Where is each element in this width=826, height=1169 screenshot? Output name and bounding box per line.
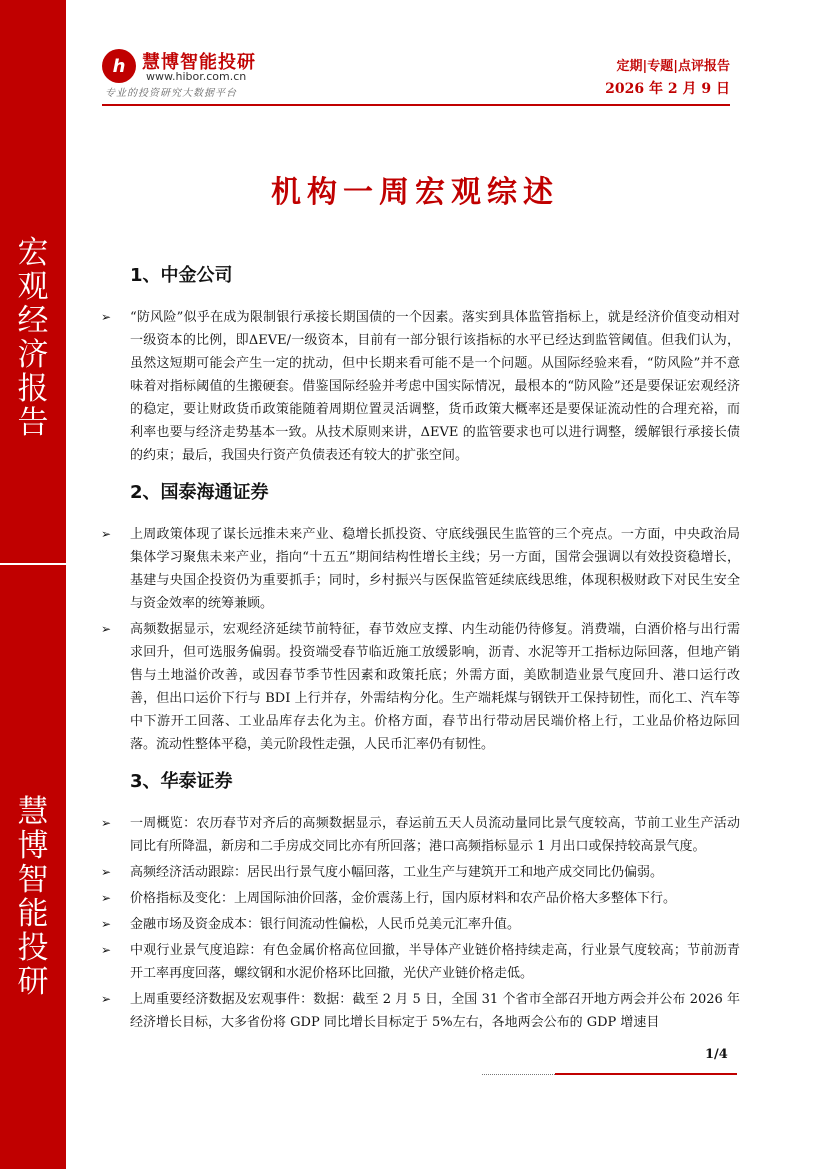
logo-slogan: 专业的投资研究大数据平台	[105, 88, 237, 99]
list-item	[100, 887, 740, 910]
section-gtht	[100, 473, 740, 756]
list-item	[100, 306, 740, 467]
section-htsc	[100, 762, 740, 1034]
bullet-text: 中观行业景气度追踪：有色金属价格高位回撤，半导体产业链价格持续走高，行业景气度较高；节前沥青开工率再度回落，螺纹钢和水泥价格环比回撤，光伏产业链价格走低。	[130, 943, 740, 981]
arrow-bullet-icon: ➢	[101, 917, 112, 931]
list-item	[100, 861, 740, 884]
bullet-text: 价格指标及变化：上周国际油价回落，金价震荡上行，国内原材料和农产品价格大多整体下行。	[130, 891, 677, 906]
arrow-bullet-icon: ➢	[101, 891, 112, 905]
logo-icon: h	[102, 49, 136, 83]
bullet-text: 高频经济活动跟踪：居民出行景气度小幅回落，工业生产与建筑开工和地产成交同比仍偏弱。	[130, 865, 664, 880]
report-date: 2026 年 2 月 9 日	[605, 81, 730, 97]
report-type: 定期|专题|点评报告	[616, 59, 730, 74]
arrow-bullet-icon: ➢	[101, 816, 112, 830]
arrow-bullet-icon: ➢	[101, 310, 112, 324]
section-heading: 3、华泰证券	[130, 771, 233, 792]
header-rule	[102, 104, 730, 106]
arrow-bullet-icon: ➢	[101, 992, 112, 1006]
bullet-text: 一周概览：农历春节对齐后的高频数据显示，春运前五天人员流动量同比景气度较高，节前工业生产活动同比有所降温，新房和二手房成交同比亦有所回落；港口高频指标显示 1 月出口或保持较高景气度。	[130, 816, 740, 854]
list-item	[100, 913, 740, 936]
section-cicc	[100, 256, 740, 467]
arrow-bullet-icon: ➢	[101, 865, 112, 879]
list-item	[100, 988, 740, 1034]
arrow-bullet-icon: ➢	[101, 622, 112, 636]
list-item	[100, 618, 740, 756]
bullet-text: 上周重要经济数据及宏观事件：数据：截至 2 月 5 日，全国 31 个省市全部召开地方两会并公布 2026 年经济增长目标，大多省份将 GDP 同比增长目标定于 5%左右，各地两会公布的 GDP 增速目	[130, 992, 740, 1030]
arrow-bullet-icon: ➢	[101, 527, 112, 541]
bullet-text: 上周政策体现了谋长远推未来产业、稳增长抓投资、守底线强民生监管的三个亮点。一方面，中央政治局集体学习聚焦未来产业，指向“十五五”期间结构性增长主线；另一方面，国常会强调以有效投资稳增长，基建与央国企投资仍为重要抓手；同时，乡村振兴与医保监管延续底线思维，体现积极财政下对民生安全与资金效率的统筹兼顾。	[130, 527, 740, 611]
section-heading: 2、国泰海通证券	[130, 482, 269, 503]
list-item	[100, 939, 740, 985]
page-number: 1/4	[705, 1047, 728, 1062]
sidebar-report-category: 宏观经济报告	[17, 235, 49, 441]
section-heading: 1、中金公司	[130, 265, 233, 286]
page-title: 机构一周宏观综述	[271, 175, 559, 210]
bullet-text: 金融市场及资金成本：银行间流动性偏松，人民币兑美元汇率升值。	[130, 917, 521, 932]
logo-url: www.hibor.com.cn	[146, 70, 247, 83]
list-item	[100, 812, 740, 858]
logo-name: 慧博智能投研	[142, 52, 256, 73]
sidebar	[0, 0, 66, 1169]
sidebar-brand: 慧博智能投研	[17, 794, 49, 1000]
bullet-text: 高频数据显示，宏观经济延续节前特征，春节效应支撑、内生动能仍待修复。消费端，白酒价格与出行需求回升，但可选服务偏弱。投资端受春节临近施工放缓影响，沥青、水泥等开工指标边际回落，但地产销售与土地溢价改善，或因春节季节性因素和政策托底；外需方面，美欧制造业景气度回升、港口运行改善，但出口运价下行与 BDI 上行并存，外需结构分化。生产端耗煤与钢铁开工保持韧性，而化工、汽车等中下游开工回落、工业品库存去化为主。价格方面，春节出行带动居民端价格上行，工业品价格边际回落。流动性整体平稳，美元阶段性走强，人民币汇率仍有韧性。	[130, 622, 740, 752]
sidebar-divider	[0, 563, 66, 565]
report-body	[100, 256, 740, 1037]
bullet-text: “防风险”似乎在成为限制银行承接长期国债的一个因素。落实到具体监管指标上，就是经济价值变动相对一级资本的比例，即ΔEVE/一级资本，目前有一部分银行该指标的水平已经达到监管阈值。但我们认为，虽然这短期可能会产生一定的扰动，但中长期来看可能不是一个问题。从国际经验来看，“防风险”并不意味着对指标阈值的生搬硬套。借鉴国际经验并考虑中国实际情况，最根本的“防风险”还是要保证宏观经济的稳定，要让财政货币政策能随着周期位置灵活调整，货币政策大概率还是要保证流动性的合理充裕，而利率也要与经济走势基本一致。从技术原则来讲，ΔEVE 的监管要求也可以进行调整，缓解银行承接长债的约束；最后，我国央行资产负债表还有较大的扩张空间。	[130, 310, 740, 463]
list-item	[100, 523, 740, 615]
arrow-bullet-icon: ➢	[101, 943, 112, 957]
footer-accent-rule	[555, 1073, 737, 1075]
